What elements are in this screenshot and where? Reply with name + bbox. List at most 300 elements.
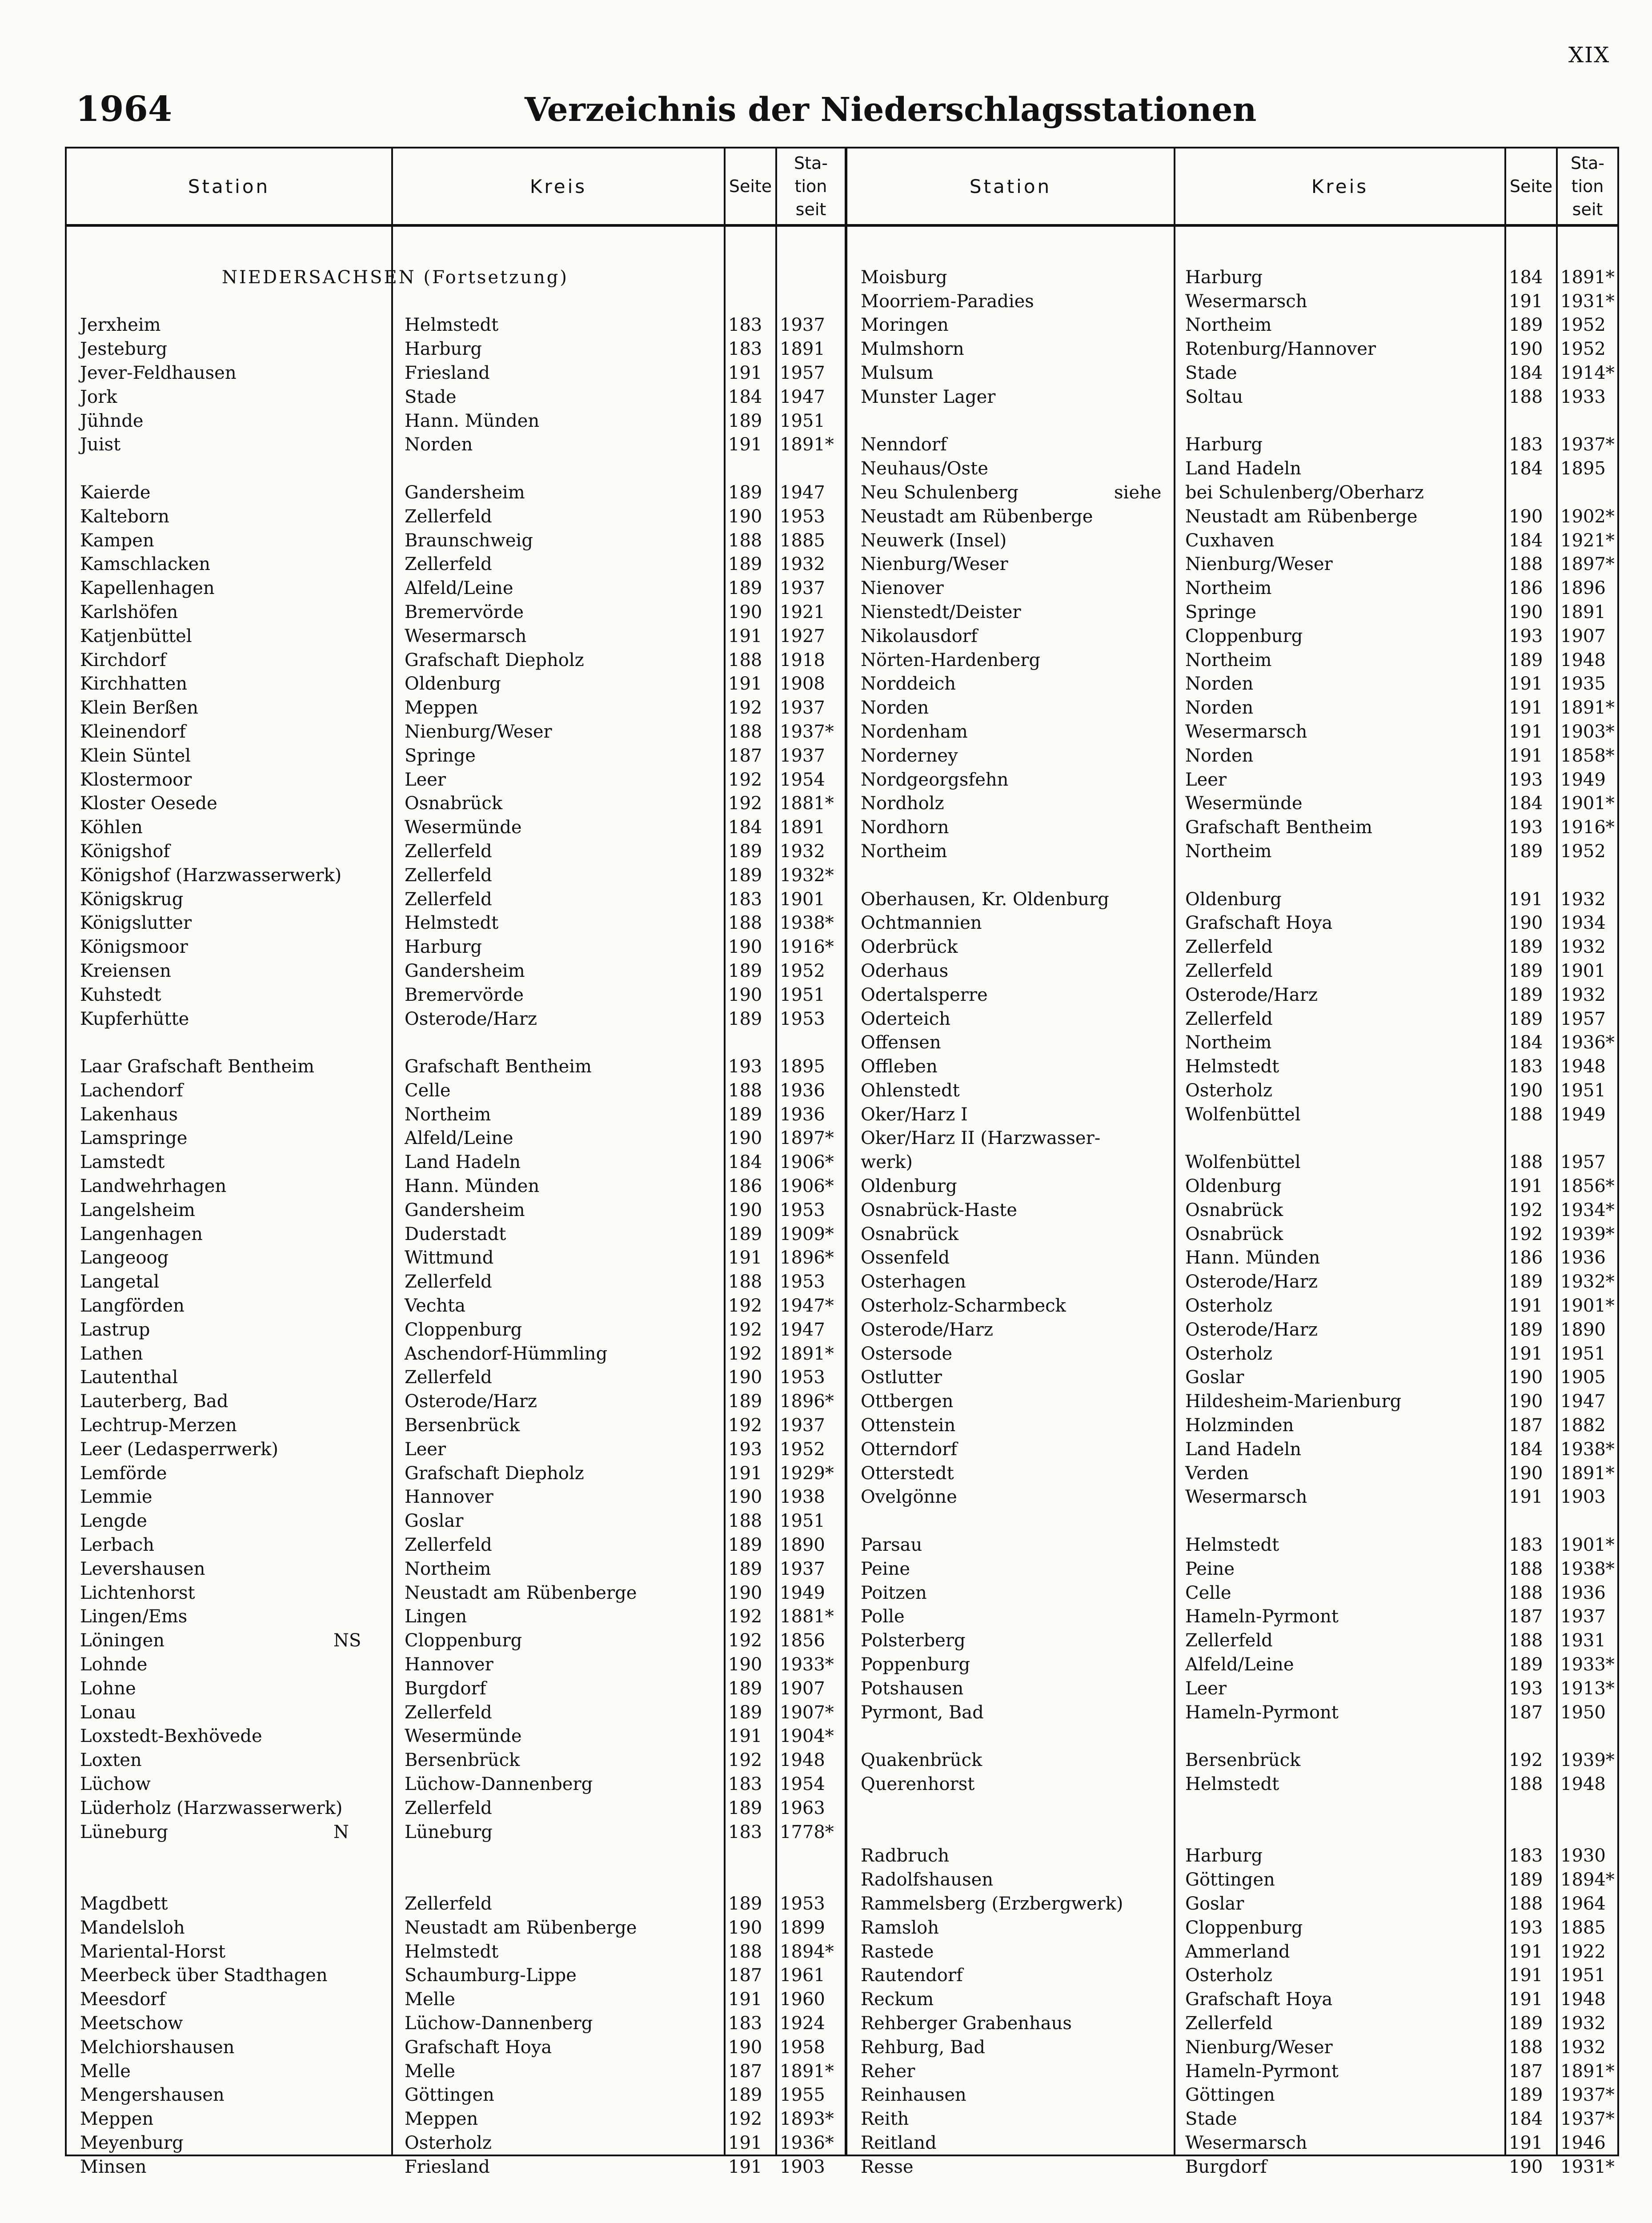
kreis-name: Helmstedt: [405, 315, 499, 336]
seite-number: 189: [1509, 1654, 1543, 1675]
station-name: Meppen: [80, 2109, 154, 2130]
station-since-year: 1891*: [780, 1343, 834, 1364]
seite-number: 188: [1509, 386, 1543, 407]
table-row: [67, 864, 843, 888]
seite-number: 189: [1509, 937, 1543, 958]
station-since-year: 1949: [780, 1582, 825, 1603]
spacer-row: [847, 1821, 1624, 1845]
station-name: Offleben: [861, 1056, 938, 1077]
station-name: Lakenhaus: [80, 1104, 178, 1125]
table-row: [67, 1940, 843, 1964]
seite-number: 192: [1509, 1200, 1543, 1220]
spacer-row: [847, 242, 1624, 266]
table-row: [67, 1151, 843, 1175]
kreis-name: bei Schulenberg/Oberharz: [1185, 482, 1424, 503]
station-since-year: 1891*: [1560, 1463, 1615, 1484]
kreis-name: Osterholz: [1185, 1343, 1272, 1364]
seite-number: 189: [1509, 650, 1543, 670]
station-name: Reitland: [861, 2132, 937, 2153]
station-since-year: 1937: [780, 1558, 825, 1579]
seite-number: 187: [728, 2061, 762, 2082]
station-since-year: 1905: [1560, 1367, 1606, 1388]
table-row: [67, 2131, 843, 2155]
kreis-name: Hameln-Pyrmont: [1185, 1702, 1339, 1723]
table-row: [67, 361, 843, 385]
seite-number: 188: [1509, 1630, 1543, 1651]
kreis-name: Bremervörde: [405, 984, 524, 1005]
station-name: Ossenfeld: [861, 1248, 950, 1268]
station-name: Kapellenhagen: [80, 578, 215, 599]
table-row: [847, 1916, 1624, 1940]
station-name: Osnabrück-Haste: [861, 1200, 1017, 1220]
station-since-year: 1952: [780, 960, 825, 981]
kreis-name: Osterode/Harz: [1185, 1319, 1318, 1340]
kreis-name: Nienburg/Weser: [1185, 2037, 1333, 2058]
station-since-year: 1931: [1560, 1630, 1606, 1651]
table-row: [847, 505, 1624, 529]
seite-number: 189: [1509, 841, 1543, 862]
station-since-year: 1936: [1560, 1582, 1606, 1603]
seite-number: 189: [728, 865, 762, 886]
kreis-name: Norden: [1185, 674, 1254, 694]
kreis-name: Osterode/Harz: [405, 1008, 537, 1029]
station-since-year: 1932: [1560, 2013, 1606, 2034]
station-name: Minsen: [80, 2156, 147, 2177]
seite-number: 189: [1509, 2085, 1543, 2106]
seite-number: 191: [1509, 889, 1543, 910]
station-name: Offensen: [861, 1032, 941, 1053]
table-row: [847, 2012, 1624, 2036]
seite-number: 192: [728, 793, 762, 814]
table-row: [847, 625, 1624, 649]
station-name: Radolfshausen: [861, 1870, 994, 1890]
station-name: Jerxheim: [80, 315, 161, 336]
seite-number: 188: [1509, 1104, 1543, 1125]
station-since-year: 1885: [1560, 1917, 1606, 1938]
seite-number: 191: [1509, 674, 1543, 694]
station-name: Mandelsloh: [80, 1917, 185, 1938]
station-name: Lichtenhorst: [80, 1582, 195, 1603]
kreis-name: Norden: [1185, 698, 1254, 718]
station-name: Langelsheim: [80, 1200, 195, 1220]
station-name: Melle: [80, 2061, 131, 2082]
table-row: [847, 553, 1624, 577]
seite-number: 190: [1509, 1463, 1543, 1484]
seite-number: 191: [1509, 721, 1543, 742]
station-name: Laar Grafschaft Bentheim: [80, 1056, 315, 1077]
seite-number: 184: [1509, 793, 1543, 814]
kreis-name: Zellerfeld: [405, 1272, 492, 1292]
station-name: Klein Süntel: [80, 745, 191, 766]
station-since-year: 1953: [780, 1893, 825, 1914]
seite-number: 193: [1509, 1678, 1543, 1699]
station-name: Neuhaus/Oste: [861, 458, 988, 479]
station-since-year: 1914*: [1560, 362, 1615, 383]
seite-number: 187: [728, 745, 762, 766]
table-row: [847, 1270, 1624, 1294]
table-row: [847, 1940, 1624, 1964]
station-name: Lingen/Ems: [80, 1606, 188, 1627]
seite-number: 188: [1509, 1582, 1543, 1603]
station-since-year: 1937: [780, 578, 825, 599]
station-since-year: 1957: [1560, 1008, 1606, 1029]
station-since-year: 1891: [780, 339, 825, 360]
kreis-name: Osterholz: [405, 2132, 492, 2153]
station-note: NS: [333, 1630, 361, 1651]
kreis-name: Alfeld/Leine: [405, 1128, 513, 1149]
kreis-name: Zellerfeld: [405, 1367, 492, 1388]
seite-number: 192: [728, 1296, 762, 1316]
spacer-row: [67, 1031, 843, 1055]
station-since-year: 1901*: [1560, 793, 1615, 814]
table-row: [67, 1127, 843, 1151]
table-row: [67, 1462, 843, 1486]
kreis-name: Land Hadeln: [1185, 1439, 1302, 1460]
seite-number: 192: [728, 1343, 762, 1364]
kreis-name: Northeim: [405, 1558, 491, 1579]
section-heading: NIEDERSACHSEN (Fortsetzung): [221, 267, 569, 288]
kreis-name: Osnabrück: [405, 793, 503, 814]
table-row: [847, 1246, 1624, 1270]
seite-number: 184: [1509, 1439, 1543, 1460]
station-since-year: 1891*: [1560, 2061, 1615, 2082]
seite-number: 190: [728, 1128, 762, 1149]
station-since-year: 1951: [780, 1511, 825, 1532]
seite-number: 191: [1509, 1965, 1543, 1986]
spacer-row: [847, 1725, 1624, 1749]
kreis-name: Hildesheim-Marienburg: [1185, 1391, 1402, 1412]
station-name: Lechtrup-Merzen: [80, 1415, 237, 1436]
seite-number: 189: [728, 554, 762, 575]
station-name: Quakenbrück: [861, 1750, 982, 1771]
station-name: Nordhorn: [861, 817, 949, 838]
station-since-year: 1951: [780, 984, 825, 1005]
kreis-name: Duderstadt: [405, 1224, 506, 1244]
kreis-name: Zellerfeld: [405, 554, 492, 575]
station-since-year: 1930: [1560, 1846, 1606, 1866]
station-since-year: 1894*: [1560, 1870, 1615, 1890]
station-name: Nienstedt/Deister: [861, 602, 1021, 622]
station-since-year: 1893*: [780, 2109, 834, 2130]
kreis-name: Göttingen: [1185, 1870, 1275, 1890]
station-name: Jever-Feldhausen: [80, 362, 237, 383]
seite-number: 187: [728, 1965, 762, 1986]
station-name: Kleinendorf: [80, 721, 186, 742]
station-name: Meesdorf: [80, 1989, 166, 2010]
station-since-year: 1896: [1560, 578, 1606, 599]
station-since-year: 1897*: [1560, 554, 1615, 575]
seite-number: 192: [728, 698, 762, 718]
table-row: [847, 1175, 1624, 1199]
station-since-year: 1890: [780, 1535, 825, 1556]
station-name: Ostersode: [861, 1343, 953, 1364]
table-row: [67, 2155, 843, 2179]
station-name: Ramsloh: [861, 1917, 939, 1938]
table-row: [847, 1557, 1624, 1581]
table-row: [847, 672, 1624, 696]
seite-number: 193: [1509, 769, 1543, 790]
station-since-year: 1934*: [1560, 1200, 1615, 1220]
station-since-year: 1882: [1560, 1415, 1606, 1436]
kreis-name: Lüchow-Dannenberg: [405, 1774, 593, 1794]
kreis-name: Meppen: [405, 698, 478, 718]
station-since-year: 1947: [1560, 1391, 1606, 1412]
station-name: Moringen: [861, 315, 949, 336]
station-since-year: 1948: [1560, 1056, 1606, 1077]
station-name: Klein Berßen: [80, 698, 198, 718]
table-row: [847, 768, 1624, 792]
seite-number: 190: [728, 937, 762, 958]
table-row: [67, 313, 843, 337]
kreis-name: Grafschaft Hoya: [1185, 1989, 1333, 2010]
table-row: [847, 792, 1624, 816]
kreis-name: Zellerfeld: [1185, 2013, 1273, 2034]
station-name: Königsmoor: [80, 937, 188, 958]
station-since-year: 1950: [1560, 1702, 1606, 1723]
station-name: Mengershausen: [80, 2085, 225, 2106]
table-row: [847, 1749, 1624, 1773]
seite-number: 183: [728, 1774, 762, 1794]
seite-number: 183: [728, 315, 762, 336]
station-since-year: 1951: [1560, 1965, 1606, 1986]
station-name: Lachendorf: [80, 1080, 183, 1101]
kreis-name: Land Hadeln: [1185, 458, 1302, 479]
kreis-name: Stade: [405, 386, 457, 407]
kreis-name: Wesermarsch: [1185, 2132, 1307, 2153]
header-station-seit: Sta- tion seit: [1570, 153, 1605, 219]
seite-number: 189: [1509, 1319, 1543, 1340]
table-row: [847, 601, 1624, 625]
seite-number: 191: [1509, 1176, 1543, 1197]
station-note: siehe: [1114, 482, 1162, 503]
seite-number: 189: [728, 2085, 762, 2106]
seite-number: 192: [728, 1750, 762, 1771]
table-row: [847, 1366, 1624, 1390]
station-name: Mulmshorn: [861, 339, 964, 360]
kreis-name: Bersenbrück: [1185, 1750, 1301, 1771]
station-name: Radbruch: [861, 1846, 950, 1866]
table-row: [67, 1797, 843, 1821]
seite-number: 190: [1509, 339, 1543, 360]
station-since-year: 1951: [1560, 1080, 1606, 1101]
kreis-name: Zellerfeld: [1185, 937, 1273, 958]
table-row: [847, 1007, 1624, 1031]
station-since-year: 1901: [1560, 960, 1606, 981]
seite-number: 191: [1509, 1296, 1543, 1316]
seite-number: 189: [728, 1893, 762, 1914]
kreis-name: Cloppenburg: [1185, 626, 1303, 646]
spacer-row: [67, 242, 843, 266]
station-name: Oberhausen, Kr. Oldenburg: [861, 889, 1109, 910]
table-row: [847, 2107, 1624, 2131]
seite-number: 190: [1509, 2156, 1543, 2177]
station-name: Levershausen: [80, 1558, 205, 1579]
station-name: Löningen: [80, 1630, 164, 1651]
station-since-year: 1907*: [780, 1702, 834, 1723]
seite-number: 189: [728, 1702, 762, 1723]
station-since-year: 1948: [1560, 1774, 1606, 1794]
kreis-name: Osterholz: [1185, 1965, 1272, 1986]
seite-number: 183: [728, 1822, 762, 1842]
kreis-name: Zellerfeld: [405, 506, 492, 527]
station-name: Nenndorf: [861, 434, 947, 455]
kreis-name: Burgdorf: [405, 1678, 486, 1699]
seite-number: 188: [1509, 1893, 1543, 1914]
right-column: [847, 242, 1624, 2179]
station-name: Oderteich: [861, 1008, 950, 1029]
station-name: Lemförde: [80, 1463, 167, 1484]
seite-number: 188: [728, 650, 762, 670]
table-row: [847, 1127, 1624, 1151]
seite-number: 187: [1509, 1415, 1543, 1436]
station-name: Leer (Ledasperrwerk): [80, 1439, 278, 1460]
station-since-year: 1929*: [780, 1463, 834, 1484]
station-name: Nordenham: [861, 721, 968, 742]
station-since-year: 1948: [1560, 1989, 1606, 2010]
table-row: [67, 1605, 843, 1629]
seite-number: 189: [728, 1224, 762, 1244]
station-since-year: 1902*: [1560, 506, 1615, 527]
station-name: Langförden: [80, 1296, 184, 1316]
station-since-year: 1891*: [780, 434, 834, 455]
station-since-year: 1955: [780, 2085, 825, 2106]
kreis-name: Friesland: [405, 362, 490, 383]
seite-number: 193: [1509, 1917, 1543, 1938]
station-since-year: 1953: [780, 1008, 825, 1029]
seite-number: 183: [1509, 1846, 1543, 1866]
seite-number: 189: [728, 1558, 762, 1579]
table-row: [67, 720, 843, 744]
table-row: [847, 649, 1624, 673]
station-since-year: 1932: [1560, 984, 1606, 1005]
kreis-name: Wesermünde: [1185, 793, 1303, 814]
seite-number: 188: [728, 1080, 762, 1101]
table-row: [847, 2131, 1624, 2155]
seite-number: 193: [1509, 626, 1543, 646]
station-name: Neu Schulenberg: [861, 482, 1018, 503]
seite-number: 188: [728, 721, 762, 742]
station-name: Lohne: [80, 1678, 136, 1699]
station-name: Reher: [861, 2061, 915, 2082]
kreis-name: Vechta: [405, 1296, 465, 1316]
station-name: Lonau: [80, 1702, 136, 1723]
table-row: [847, 1605, 1624, 1629]
station-name: Poitzen: [861, 1582, 927, 1603]
station-name: Kalteborn: [80, 506, 169, 527]
seite-number: 189: [728, 410, 762, 431]
station-name: Meyenburg: [80, 2132, 184, 2153]
station-since-year: 1952: [780, 1439, 825, 1460]
station-name: Rehburg, Bad: [861, 2037, 985, 2058]
station-since-year: 1938*: [780, 913, 834, 934]
station-since-year: 1891*: [1560, 267, 1615, 288]
kreis-name: Hameln-Pyrmont: [1185, 1606, 1339, 1627]
kreis-name: Neustadt am Rübenberge: [405, 1917, 637, 1938]
station-since-year: 1906*: [780, 1176, 834, 1197]
station-name: Ottbergen: [861, 1391, 954, 1412]
page-title: Verzeichnis der Niederschlagsstationen: [525, 91, 1257, 129]
kreis-name: Zellerfeld: [1185, 1008, 1273, 1029]
station-since-year: 1948: [780, 1750, 825, 1771]
station-name: Odertalsperre: [861, 984, 988, 1005]
table-row: [67, 1557, 843, 1581]
station-name: Rautendorf: [861, 1965, 963, 1986]
table-row: [847, 1773, 1624, 1797]
station-since-year: 1937*: [1560, 2109, 1615, 2130]
kreis-name: Gandersheim: [405, 482, 525, 503]
station-since-year: 1933: [1560, 386, 1606, 407]
station-name: Kirchhatten: [80, 674, 188, 694]
seite-number: 187: [1509, 1606, 1543, 1627]
seite-number: 190: [728, 1367, 762, 1388]
seite-number: 192: [728, 1606, 762, 1627]
table-row: [67, 385, 843, 409]
seite-number: 187: [1509, 2061, 1543, 2082]
kreis-name: Neustadt am Rübenberge: [1185, 506, 1418, 527]
table-row: [67, 1390, 843, 1414]
table-row: [67, 1629, 843, 1653]
station-name: Lastrup: [80, 1319, 150, 1340]
station-name: werk): [861, 1152, 913, 1173]
station-since-year: 1901*: [1560, 1535, 1615, 1556]
table-row: [847, 337, 1624, 361]
kreis-name: Bersenbrück: [405, 1415, 520, 1436]
table-row: [847, 1677, 1624, 1701]
station-since-year: 1858*: [1560, 745, 1615, 766]
station-name: Munster Lager: [861, 386, 996, 407]
seite-number: 191: [728, 1248, 762, 1268]
station-since-year: 1885: [780, 530, 825, 551]
seite-number: 184: [728, 1152, 762, 1173]
station-since-year: 1932: [1560, 889, 1606, 910]
station-name: Oderhaus: [861, 960, 949, 981]
kreis-name: Alfeld/Leine: [1185, 1654, 1294, 1675]
seite-number: 191: [728, 1989, 762, 2010]
kreis-name: Gandersheim: [405, 1200, 525, 1220]
station-name: Meetschow: [80, 2013, 183, 2034]
table-row: [847, 361, 1624, 385]
station-name: Loxstedt-Bexhövede: [80, 1726, 262, 1747]
station-name: Kaierde: [80, 482, 151, 503]
station-name: Nordholz: [861, 793, 944, 814]
station-since-year: 1953: [780, 1367, 825, 1388]
kreis-name: Leer: [405, 769, 446, 790]
kreis-name: Stade: [1185, 2109, 1237, 2130]
station-name: Karlshöfen: [80, 602, 178, 622]
station-since-year: 1931*: [1560, 291, 1615, 312]
station-since-year: 1964: [1560, 1893, 1606, 1914]
table-row: [67, 1773, 843, 1797]
kreis-name: Goslar: [1185, 1893, 1244, 1914]
table-row: [67, 505, 843, 529]
spacer-row: [847, 1509, 1624, 1533]
station-name: Nordgeorgsfehn: [861, 769, 1009, 790]
table-row: [847, 1485, 1624, 1509]
kreis-name: Hann. Münden: [405, 1176, 540, 1197]
kreis-name: Norden: [405, 434, 473, 455]
kreis-name: Holzminden: [1185, 1415, 1294, 1436]
table-row: [67, 744, 843, 768]
station-since-year: 1916*: [1560, 817, 1615, 838]
seite-number: 191: [1509, 1941, 1543, 1962]
table-row: [67, 1485, 843, 1509]
table-row: [847, 1318, 1624, 1342]
seite-number: 190: [728, 984, 762, 1005]
kreis-name: Gandersheim: [405, 960, 525, 981]
seite-number: 192: [728, 769, 762, 790]
station-name: Königshof: [80, 841, 170, 862]
station-name: Norddeich: [861, 674, 956, 694]
